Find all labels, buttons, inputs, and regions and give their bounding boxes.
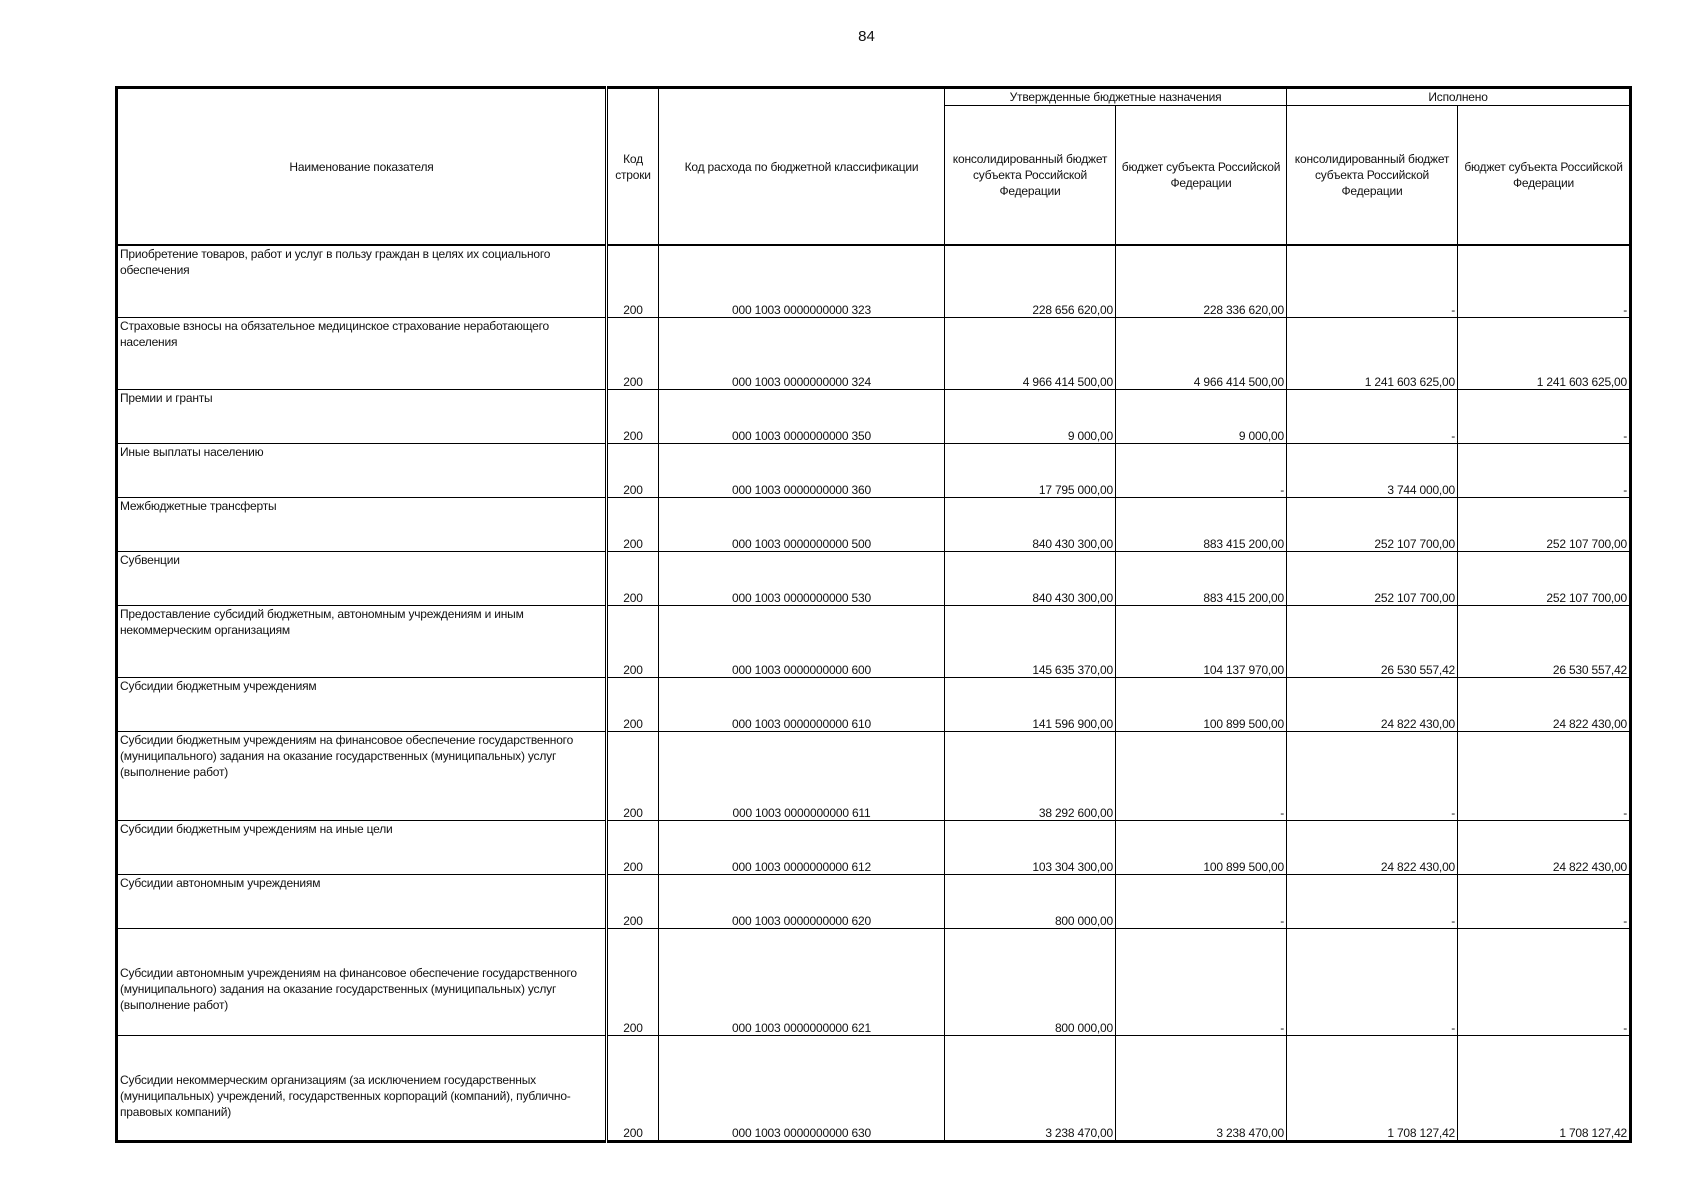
row-executed-subject: - (1458, 246, 1631, 318)
row-line-code: 200 (607, 678, 659, 732)
row-approved-consolidated: 145 635 370,00 (945, 606, 1116, 678)
row-approved-consolidated: 228 656 620,00 (945, 246, 1116, 318)
row-budget-code: 000 1003 0000000000 324 (659, 318, 945, 390)
row-executed-subject: 1 241 603 625,00 (1458, 318, 1631, 390)
row-executed-subject: - (1458, 929, 1631, 1036)
row-executed-consolidated: - (1287, 732, 1458, 821)
row-approved-subject: 228 336 620,00 (1116, 246, 1287, 318)
row-name: Субвенции (117, 552, 607, 606)
table-row (117, 498, 1631, 552)
row-budget-code: 000 1003 0000000000 530 (659, 552, 945, 606)
row-approved-subject: - (1116, 929, 1287, 1036)
row-approved-consolidated: 4 966 414 500,00 (945, 318, 1116, 390)
row-line-code: 200 (607, 821, 659, 875)
row-executed-subject: 1 708 127,42 (1458, 1036, 1631, 1142)
row-approved-consolidated: 800 000,00 (945, 875, 1116, 929)
row-executed-subject: - (1458, 732, 1631, 821)
header-executed-consolidated: консолидированный бюджет субъекта Российской Федерации (1287, 106, 1458, 245)
row-executed-consolidated: - (1287, 929, 1458, 1036)
row-approved-subject: 100 899 500,00 (1116, 821, 1287, 875)
header-approved-subject: бюджет субъекта Российской Федерации (1116, 106, 1287, 245)
row-budget-code: 000 1003 0000000000 360 (659, 444, 945, 498)
table-row (117, 732, 1631, 821)
table-row (117, 606, 1631, 678)
row-line-code: 200 (607, 1036, 659, 1142)
row-name: Субсидии некоммерческим организациям (за исключением государственных (муниципальных) учреждений, государственных корпораций (компаний), публично-правовых компаний) (117, 1036, 607, 1142)
row-line-code: 200 (607, 929, 659, 1036)
row-executed-subject: 252 107 700,00 (1458, 498, 1631, 552)
row-approved-consolidated: 800 000,00 (945, 929, 1116, 1036)
row-executed-consolidated: 26 530 557,42 (1287, 606, 1458, 678)
row-approved-consolidated: 38 292 600,00 (945, 732, 1116, 821)
row-executed-consolidated: 3 744 000,00 (1287, 444, 1458, 498)
row-line-code: 200 (607, 498, 659, 552)
row-name: Иные выплаты населению (117, 444, 607, 498)
row-approved-subject: 100 899 500,00 (1116, 678, 1287, 732)
table-row (117, 552, 1631, 606)
header-line-code: Код строки (607, 88, 659, 245)
row-executed-subject: 24 822 430,00 (1458, 678, 1631, 732)
table-row (117, 821, 1631, 875)
budget-execution-table (115, 86, 1632, 1143)
row-budget-code: 000 1003 0000000000 630 (659, 1036, 945, 1142)
row-executed-consolidated: 1 708 127,42 (1287, 1036, 1458, 1142)
row-approved-subject: 3 238 470,00 (1116, 1036, 1287, 1142)
row-line-code: 200 (607, 606, 659, 678)
table-row (117, 678, 1631, 732)
row-name: Субсидии бюджетным учреждениям (117, 678, 607, 732)
header-executed-subject: бюджет субъекта Российской Федерации (1458, 106, 1631, 245)
row-budget-code: 000 1003 0000000000 350 (659, 390, 945, 444)
row-approved-consolidated: 141 596 900,00 (945, 678, 1116, 732)
row-approved-subject: - (1116, 444, 1287, 498)
row-budget-code: 000 1003 0000000000 610 (659, 678, 945, 732)
row-name: Субсидии автономным учреждениям на финансовое обеспечение государственного (муниципального) задания на оказание государственных (муниципальных) услуг (выполнение работ) (117, 929, 607, 1036)
table-row (117, 318, 1631, 390)
row-executed-consolidated: 24 822 430,00 (1287, 678, 1458, 732)
table-row (117, 246, 1631, 318)
row-name: Премии и гранты (117, 390, 607, 444)
row-executed-subject: - (1458, 390, 1631, 444)
row-line-code: 200 (607, 390, 659, 444)
row-name: Субсидии автономным учреждениям (117, 875, 607, 929)
row-budget-code: 000 1003 0000000000 621 (659, 929, 945, 1036)
row-line-code: 200 (607, 732, 659, 821)
row-line-code: 200 (607, 318, 659, 390)
row-executed-subject: 24 822 430,00 (1458, 821, 1631, 875)
table-row (117, 390, 1631, 444)
row-executed-subject: 252 107 700,00 (1458, 552, 1631, 606)
row-name: Субсидии бюджетным учреждениям на финансовое обеспечение государственного (муниципального) задания на оказание государственных (муниципальных) услуг (выполнение работ) (117, 732, 607, 821)
row-name: Субсидии бюджетным учреждениям на иные цели (117, 821, 607, 875)
row-name: Страховые взносы на обязательное медицинское страхование неработающего населения (117, 318, 607, 390)
row-approved-subject: 104 137 970,00 (1116, 606, 1287, 678)
header-approved-group: Утвержденные бюджетные назначения (945, 88, 1287, 106)
header-executed-group: Исполнено (1287, 88, 1631, 106)
row-approved-consolidated: 3 238 470,00 (945, 1036, 1116, 1142)
row-approved-subject: 9 000,00 (1116, 390, 1287, 444)
row-budget-code: 000 1003 0000000000 323 (659, 246, 945, 318)
row-approved-subject: 4 966 414 500,00 (1116, 318, 1287, 390)
row-budget-code: 000 1003 0000000000 600 (659, 606, 945, 678)
row-executed-consolidated: 252 107 700,00 (1287, 498, 1458, 552)
row-approved-consolidated: 9 000,00 (945, 390, 1116, 444)
row-executed-consolidated: - (1287, 390, 1458, 444)
row-executed-consolidated: 1 241 603 625,00 (1287, 318, 1458, 390)
row-executed-consolidated: 24 822 430,00 (1287, 821, 1458, 875)
row-budget-code: 000 1003 0000000000 620 (659, 875, 945, 929)
page-number: 84 (858, 28, 875, 45)
row-name: Предоставление субсидий бюджетным, автономным учреждениям и иным некоммерческим организациям (117, 606, 607, 678)
row-approved-subject: - (1116, 732, 1287, 821)
row-name: Межбюджетные трансферты (117, 498, 607, 552)
row-budget-code: 000 1003 0000000000 611 (659, 732, 945, 821)
row-executed-consolidated: - (1287, 246, 1458, 318)
row-approved-consolidated: 840 430 300,00 (945, 552, 1116, 606)
header-budget-code: Код расхода по бюджетной классификации (659, 88, 945, 245)
header-name: Наименование показателя (117, 88, 607, 245)
row-name: Приобретение товаров, работ и услуг в пользу граждан в целях их социального обеспечения (117, 246, 607, 318)
table-row (117, 444, 1631, 498)
row-executed-subject: - (1458, 444, 1631, 498)
row-line-code: 200 (607, 552, 659, 606)
table-row (117, 929, 1631, 1036)
row-budget-code: 000 1003 0000000000 500 (659, 498, 945, 552)
row-line-code: 200 (607, 875, 659, 929)
row-approved-subject: - (1116, 875, 1287, 929)
row-line-code: 200 (607, 246, 659, 318)
row-approved-subject: 883 415 200,00 (1116, 498, 1287, 552)
row-budget-code: 000 1003 0000000000 612 (659, 821, 945, 875)
row-executed-subject: - (1458, 875, 1631, 929)
row-approved-consolidated: 840 430 300,00 (945, 498, 1116, 552)
row-approved-consolidated: 103 304 300,00 (945, 821, 1116, 875)
row-approved-subject: 883 415 200,00 (1116, 552, 1287, 606)
row-line-code: 200 (607, 444, 659, 498)
table-row (117, 1036, 1631, 1142)
row-executed-subject: 26 530 557,42 (1458, 606, 1631, 678)
row-executed-consolidated: - (1287, 875, 1458, 929)
row-approved-consolidated: 17 795 000,00 (945, 444, 1116, 498)
row-executed-consolidated: 252 107 700,00 (1287, 552, 1458, 606)
table-row (117, 875, 1631, 929)
header-approved-consolidated: консолидированный бюджет субъекта Российской Федерации (945, 106, 1116, 245)
